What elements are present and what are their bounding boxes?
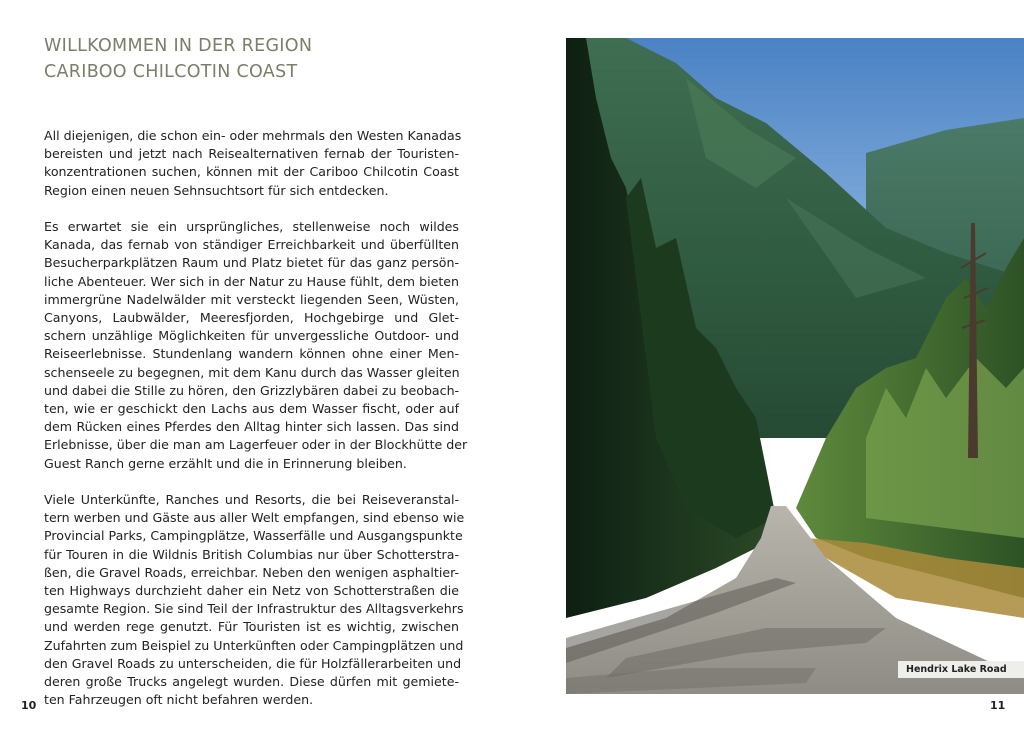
text-line: gesamte Region. Sie sind Teil der Infrastruktur des Alltagsverkehrs (44, 601, 464, 617)
text-line: Kanada, das fernab von ständiger Erreichbarkeit und überfüllten (44, 237, 459, 253)
text-line: schern unzählige Möglichkeiten für unvergessliche Outdoor- und (44, 328, 459, 344)
text-line: und werden rege genutzt. Für Touristen ist es wichtig, zwischen (44, 619, 459, 635)
photo-caption: Hendrix Lake Road (898, 661, 1024, 678)
text-line: immergrüne Nadelwälder mit versteckt liegenden Seen, Wüsten, (44, 291, 459, 307)
page-number-right: 11 (990, 699, 1006, 712)
text-line: Region einen neuen Sehnsuchtsort für sich entdecken. (44, 182, 389, 198)
text-line: deren große Trucks angelegt wurden. Diese dürfen mit gemiete- (44, 674, 459, 690)
text-line: Viele Unterkünfte, Ranches und Resorts, die bei Reiseveranstal- (44, 492, 459, 508)
text-line: Provincial Parks, Campingplätze, Wasserfälle und Ausgangspunkte (44, 528, 463, 544)
text-line: Erlebnisse, über die man am Lagerfeuer oder in der Blockhütte der (44, 437, 468, 453)
text-line: Canyons, Laubwälder, Meeresfjorden, Hochgebirge und Glet- (44, 310, 459, 326)
heading-line-2: CARIBOO CHILCOTIN COAST (44, 62, 298, 82)
text-line: ten Fahrzeugen oft nicht befahren werden. (44, 692, 314, 708)
text-line: bereisten und jetzt nach Reisealternativen fernab der Touristen- (44, 146, 459, 162)
heading-line-1: WILLKOMMEN IN DER REGION (44, 36, 313, 56)
text-line: tern werben und Gäste aus aller Welt empfangen, sind ebenso wie (44, 510, 465, 526)
page-heading (44, 33, 312, 85)
text-line: liche Abenteuer. Wer sich in der Natur zu Hause fühlt, dem bieten (44, 273, 459, 289)
text-line: Reiseerlebnisse. Stundenlang wandern können ohne einer Men- (44, 346, 459, 362)
text-line: konzentrationen suchen, können mit der Cariboo Chilcotin Coast (44, 164, 459, 180)
text-line: und dabei die Stille zu hören, den Grizzlybären dabei zu beobach- (44, 382, 460, 398)
paragraph-3 (44, 491, 465, 709)
road-photo (566, 38, 1024, 694)
text-line: Guest Ranch gerne erzählt und die in Erinnerung bleiben. (44, 455, 407, 471)
text-line: schenseele zu begegnen, mit dem Kanu durch das Wasser gleiten (44, 364, 460, 380)
text-line: Zufahrten zum Beispiel zu Unterkünften oder Campingplätzen und (44, 637, 464, 653)
text-line: All diejenigen, die schon ein- oder mehrmals den Westen Kanadas (44, 128, 462, 143)
text-line: für Touren in die Wildnis British Columbias nur über Schotterstra- (44, 546, 459, 562)
paragraph-2 (44, 218, 468, 473)
page-number-left: 10 (21, 699, 37, 712)
text-line: ßen, die Gravel Roads, erreichbar. Neben den wenigen asphaltier- (44, 564, 459, 580)
text-line: ten, wie er geschickt den Lachs aus dem Wasser fischt, oder auf (44, 401, 459, 417)
text-line: den Gravel Roads zu unterscheiden, die für Holzfällerarbeiten und (44, 655, 462, 671)
body-text (44, 127, 468, 728)
right-page (512, 0, 1024, 734)
text-line: dem Rücken eines Pferdes den Alltag hinter sich lassen. Das sind (44, 419, 459, 435)
text-line: ten Highways durchzieht daher ein Netz von Schotterstraßen die (44, 583, 459, 599)
text-line: Besucherparkplätzen Raum und Platz bietet für das ganz persön- (44, 255, 459, 271)
paragraph-1 (44, 127, 462, 200)
text-line: Es erwartet sie ein ursprüngliches, stellenweise noch wildes (44, 219, 459, 234)
